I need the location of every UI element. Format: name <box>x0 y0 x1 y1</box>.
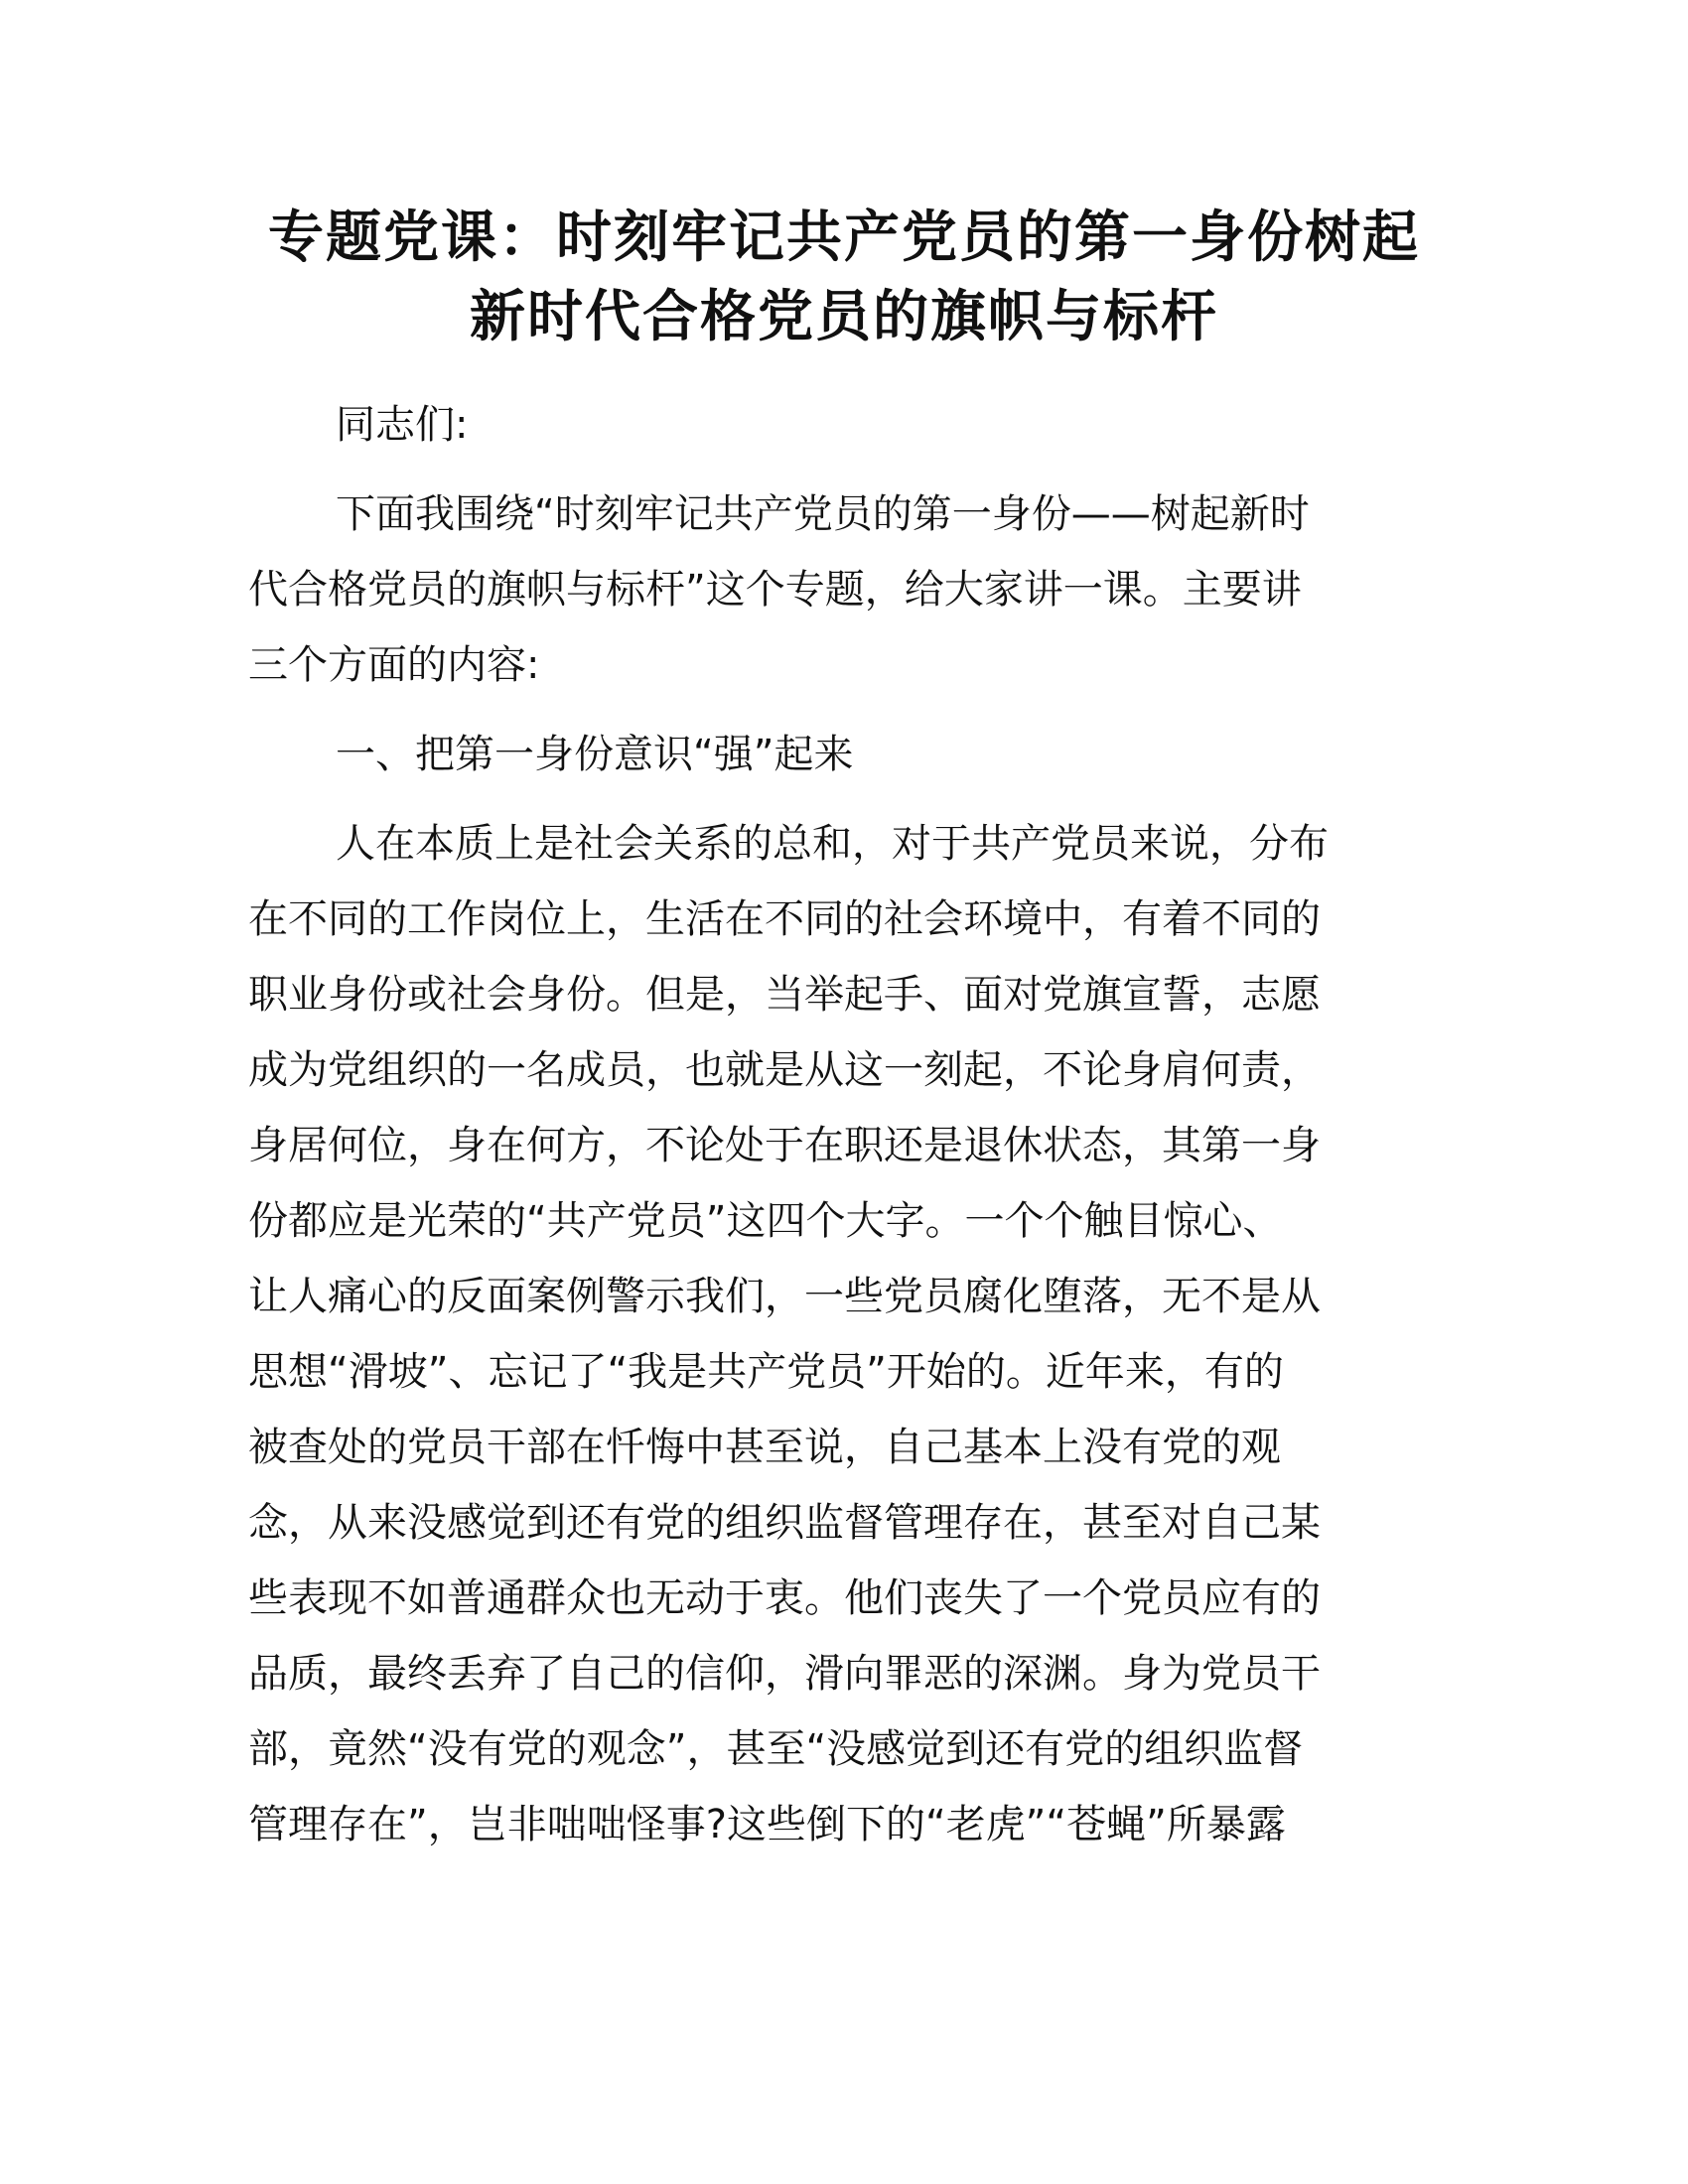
document-title <box>238 199 1450 357</box>
body-line: 身居何位，身在何方，不论处于在职还是退休状态，其第一身 <box>248 1123 1321 1168</box>
body-line: 在不同的工作岗位上，生活在不同的社会环境中，有着不同的 <box>248 896 1321 942</box>
title-line: 专题党课：时刻牢记共产党员的第一身份树起 <box>268 205 1420 270</box>
section-heading: 一、把第一身份意识“强”起来 <box>336 732 854 777</box>
body-line: 些表现不如普通群众也无动于衷。他们丧失了一个党员应有的 <box>248 1575 1321 1621</box>
body-line: 成为党组织的一名成员，也就是从这一刻起，不论身肩何责， <box>248 1047 1321 1093</box>
intro-line: 下面我围绕“时刻牢记共产党员的第一身份——树起新时 <box>336 491 1310 537</box>
document-body <box>248 387 1440 1876</box>
body-line: 念，从来没感觉到还有党的组织监督管理存在，甚至对自己某 <box>248 1500 1321 1546</box>
salutation-paragraph <box>248 387 1440 463</box>
salutation: 同志们: <box>336 402 469 448</box>
body-line: 品质，最终丢弃了自己的信仰，滑向罪恶的深渊。身为党员干 <box>248 1651 1321 1697</box>
body-line: 管理存在”，岂非咄咄怪事?这些倒下的“老虎”“苍蝇”所暴露 <box>248 1802 1286 1847</box>
body-line: 人在本质上是社会关系的总和，对于共产党员来说，分布 <box>336 821 1329 867</box>
body-line: 份都应是光荣的“共产党员”这四个大字。一个个触目惊心、 <box>248 1198 1283 1244</box>
section-heading-paragraph <box>248 717 1440 792</box>
body-line: 职业身份或社会身份。但是，当举起手、面对党旗宣誓，志愿 <box>248 972 1321 1018</box>
intro-line: 三个方面的内容: <box>248 642 540 688</box>
body-line: 让人痛心的反面案例警示我们，一些党员腐化堕落，无不是从 <box>248 1274 1321 1319</box>
intro-line: 代合格党员的旗帜与标杆”这个专题，给大家讲一课。主要讲 <box>248 567 1302 613</box>
body-line: 被查处的党员干部在忏悔中甚至说，自己基本上没有党的观 <box>248 1425 1281 1470</box>
title-line: 新时代合格党员的旗帜与标杆 <box>470 285 1218 349</box>
body-paragraph <box>248 806 1440 1862</box>
intro-paragraph <box>248 477 1440 703</box>
body-line: 部，竟然“没有党的观念”，甚至“没感觉到还有党的组织监督 <box>248 1726 1304 1772</box>
body-line: 思想“滑坡”、忘记了“我是共产党员”开始的。近年来，有的 <box>248 1349 1284 1395</box>
